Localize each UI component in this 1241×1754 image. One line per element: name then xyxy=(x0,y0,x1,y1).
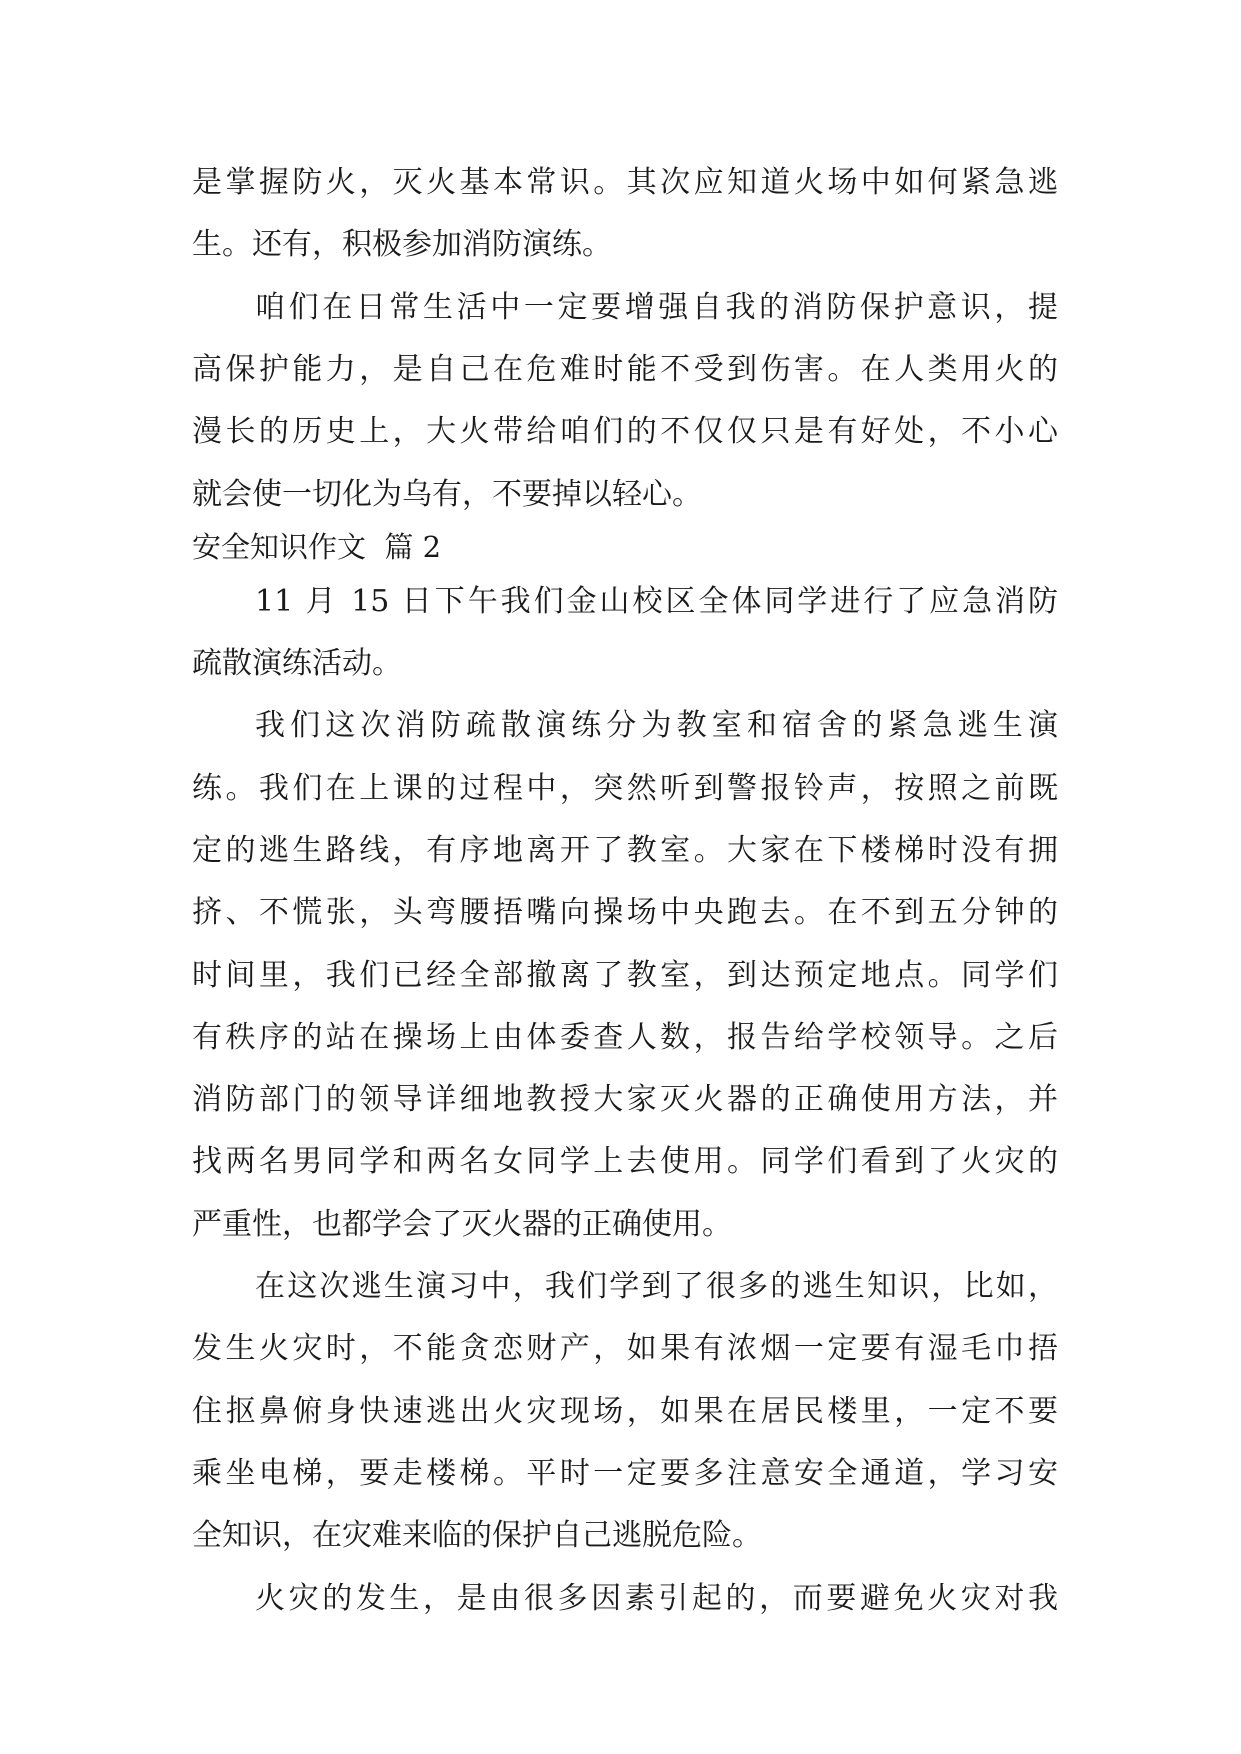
paragraph-5-line-1: 在这次逃生演习中，我们学到了很多的逃生知识，比如， xyxy=(255,1269,1058,1304)
paragraph-3-line-1: 11 月 15 日下午我们金山校区全体同学进行了应急消防 xyxy=(255,584,1058,619)
paragraph-1-line-1: 是掌握防火，灭火基本常识。其次应知道火场中如何紧急逃 xyxy=(192,165,1058,200)
paragraph-4-line-5: 时间里，我们已经全部撤离了教室，到达预定地点。同学们 xyxy=(192,958,1058,993)
paragraph-5-line-5: 全知识，在灾难来临的保护自己逃脱危险。 xyxy=(192,1518,762,1553)
paragraph-1-line-2: 生。还有，积极参加消防演练。 xyxy=(192,227,612,262)
paragraph-4-line-3: 定的逃生路线，有序地离开了教室。大家在下楼梯时没有拥 xyxy=(192,833,1058,868)
paragraph-4-line-1: 我们这次消防疏散演练分为教室和宿舍的紧急逃生演 xyxy=(255,708,1058,743)
paragraph-3-line-2: 疏散演练活动。 xyxy=(192,646,402,681)
paragraph-4-line-2: 练。我们在上课的过程中，突然听到警报铃声，按照之前既 xyxy=(192,771,1058,806)
paragraph-4-line-9: 严重性，也都学会了灭火器的正确使用。 xyxy=(192,1207,732,1242)
paragraph-5-line-4: 乘坐电梯，要走楼梯。平时一定要多注意安全通道，学习安 xyxy=(192,1456,1058,1491)
paragraph-5-line-3: 住抠鼻俯身快速逃出火灾现场，如果在居民楼里，一定不要 xyxy=(192,1394,1058,1429)
paragraph-4-line-7: 消防部门的领导详细地教授大家灭火器的正确使用方法，并 xyxy=(192,1082,1058,1117)
paragraph-4-line-6: 有秩序的站在操场上由体委查人数，报告给学校领导。之后 xyxy=(192,1020,1058,1055)
section-heading: 安全知识作文 篇 2 xyxy=(192,530,442,564)
paragraph-4-line-8: 找两名男同学和两名女同学上去使用。同学们看到了火灾的 xyxy=(192,1144,1058,1179)
paragraph-5-line-2: 发生火灾时，不能贪恋财产，如果有浓烟一定要有湿毛巾捂 xyxy=(192,1331,1058,1366)
paragraph-2-line-1: 咱们在日常生活中一定要增强自我的消防保护意识，提 xyxy=(255,290,1058,325)
paragraph-2-line-4: 就会使一切化为乌有，不要掉以轻心。 xyxy=(192,477,702,512)
paragraph-4-line-4: 挤、不慌张，头弯腰捂嘴向操场中央跑去。在不到五分钟的 xyxy=(192,895,1058,930)
paragraph-2-line-2: 高保护能力，是自己在危难时能不受到伤害。在人类用火的 xyxy=(192,352,1058,387)
paragraph-6-line-1: 火灾的发生，是由很多因素引起的，而要避免火灾对我 xyxy=(255,1581,1058,1616)
paragraph-2-line-3: 漫长的历史上，大火带给咱们的不仅仅只是有好处，不小心 xyxy=(192,414,1058,449)
